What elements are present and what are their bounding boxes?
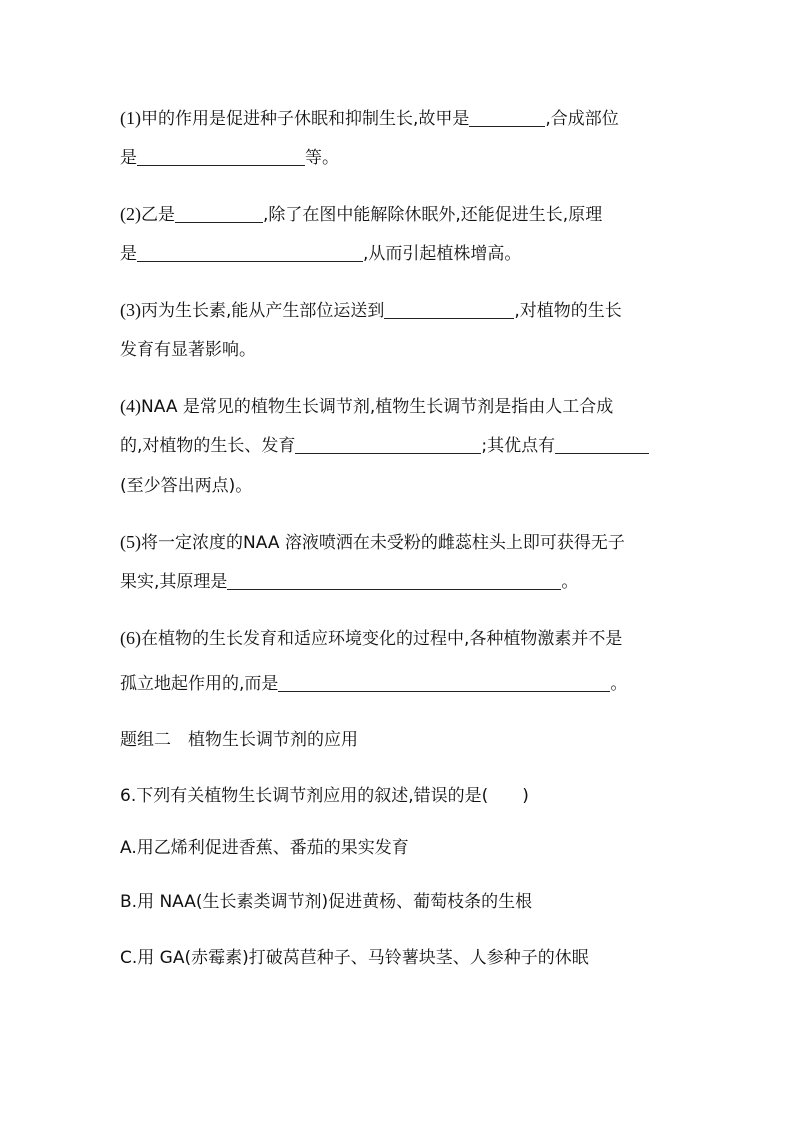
q1-line2-text-a: 是 [120, 148, 137, 168]
q1-blank-1[interactable] [469, 108, 545, 127]
q1-number: (1) [120, 108, 141, 128]
q6-number: (6) [120, 628, 141, 648]
q5-blank-1[interactable] [227, 571, 561, 590]
q5-number: (5) [120, 532, 141, 552]
q1-line1 [120, 106, 619, 131]
q2-line2 [120, 242, 521, 266]
q4-number: (4) [120, 396, 141, 416]
q3-line1 [120, 298, 622, 323]
q3-blank-1[interactable] [384, 300, 514, 319]
q4-line2 [120, 434, 649, 458]
q4-line2-text-b: ;其优点有 [481, 436, 556, 456]
q6-blank-1[interactable] [278, 673, 610, 692]
q2-line2-text-a: 是 [120, 244, 137, 264]
q4-line3-text-a: (至少答出两点)。 [120, 476, 253, 496]
q1-line2-text-b: 等。 [305, 148, 339, 168]
q5-line2-text-b: 。 [561, 572, 579, 592]
q6-mc-stem: 6.下列有关植物生长调节剂应用的叙述,错误的是( ) [120, 786, 529, 806]
section-title: 题组二 植物生长调节剂的应用 [120, 730, 358, 750]
q5-text-a: 将一定浓度的NAA 溶液喷洒在未受粉的雌蕊柱头上即可获得无子 [141, 533, 625, 553]
q2-blank-1[interactable] [175, 204, 263, 223]
q1-blank-2[interactable] [137, 147, 305, 166]
q4-line1 [120, 394, 613, 419]
q4-line3 [120, 474, 252, 498]
q2-line2-text-b: ,从而引起植株增高。 [363, 244, 522, 264]
q4-line2-text-a: 的,对植物的生长、发育 [120, 436, 296, 456]
q2-line1 [120, 202, 602, 227]
q3-text-b: ,对植物的生长 [514, 301, 622, 321]
q1-text-b: ,合成部位 [545, 109, 619, 129]
q3-line2-text-a: 发育有显著影响。 [120, 340, 256, 360]
q4-text-a: NAA 是常见的植物生长调节剂,植物生长调节剂是指由人工合成 [141, 397, 614, 417]
q6-line1 [120, 626, 622, 651]
q5-line2-text-a: 果实,其原理是 [120, 572, 228, 592]
q3-number: (3) [120, 300, 141, 320]
q1-line2 [120, 146, 339, 170]
q6-option-a[interactable]: A.用乙烯利促进香蕉、番茄的果实发育 [120, 838, 409, 858]
q2-text-b: ,除了在图中能解除休眠外,还能促进生长,原理 [263, 205, 603, 225]
q3-text-a: 丙为生长素,能从产生部位运送到 [141, 301, 385, 321]
q4-blank-2[interactable] [555, 435, 649, 454]
q2-number: (2) [120, 204, 141, 224]
q6-text-a: 在植物的生长发育和适应环境变化的过程中,各种植物激素并不是 [141, 629, 623, 649]
q6-line2 [120, 672, 627, 696]
q4-blank-1[interactable] [295, 435, 481, 454]
q2-blank-2[interactable] [137, 243, 363, 262]
q1-text-a: 甲的作用是促进种子休眠和抑制生长,故甲是 [141, 109, 470, 129]
q5-line1 [120, 530, 625, 555]
q6-option-b[interactable]: B.用 NAA(生长素类调节剂)促进黄杨、葡萄枝条的生根 [120, 892, 533, 912]
q6-line2-text-a: 孤立地起作用的,而是 [120, 674, 279, 694]
q2-text-a: 乙是 [141, 205, 175, 225]
q6-line2-text-b: 。 [610, 674, 628, 694]
q6-option-c[interactable]: C.用 GA(赤霉素)打破莴苣种子、马铃薯块茎、人参种子的休眠 [120, 948, 589, 968]
q5-line2 [120, 570, 578, 594]
q3-line2 [120, 338, 256, 362]
